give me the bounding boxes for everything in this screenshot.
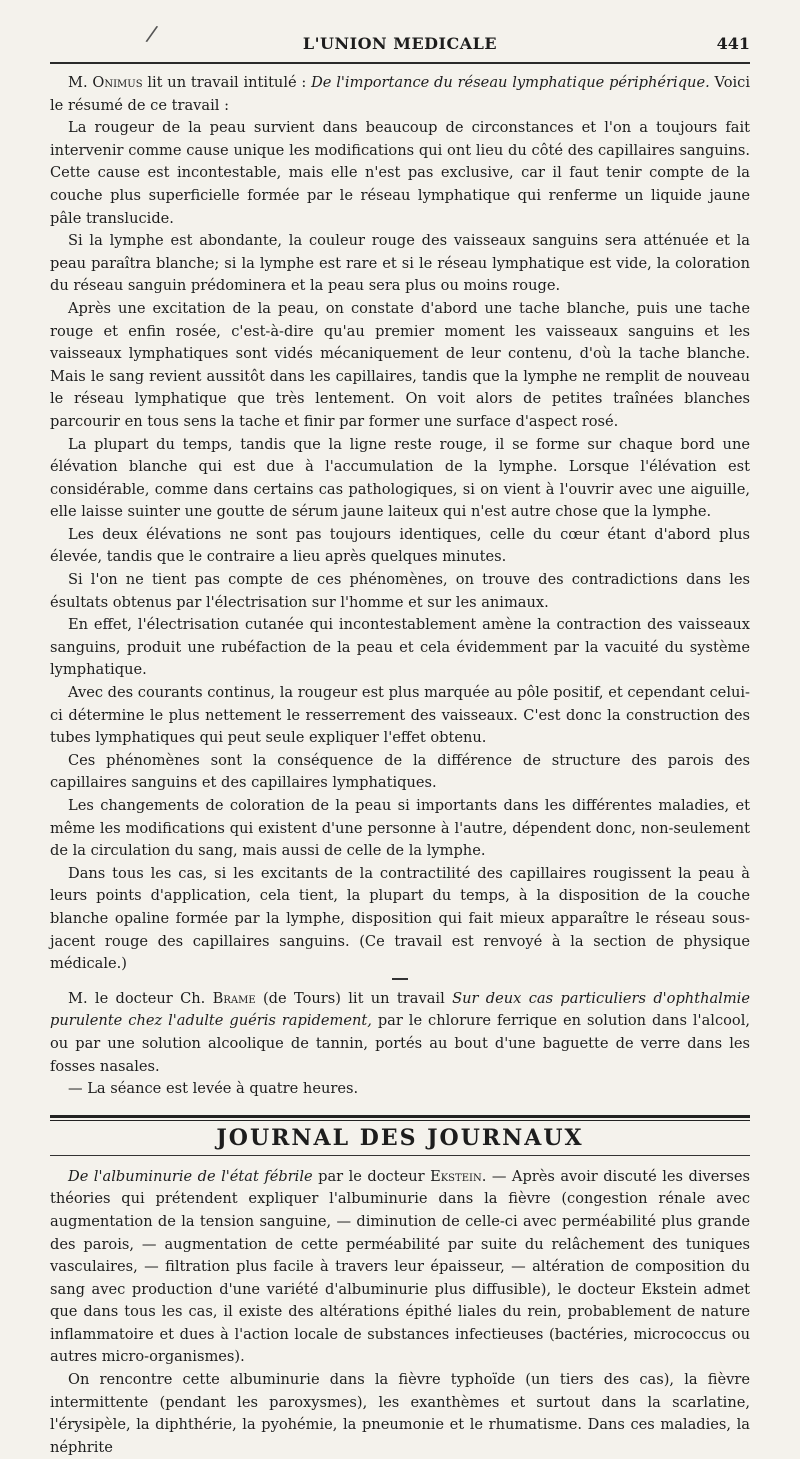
paragraph: Avec des courants continus, la rougeur est plus marquée au pôle positif, et cependant celui-ci détermine le plus nettement le resserrement des vaisseaux. C'est donc la construction des tubes lymphatiques qui peut seule expliquer l'effet obtenu. bbox=[50, 684, 750, 747]
paragraph-brame: M. le docteur Ch. Brame (de Tours) lit un travail Sur deux cas particuliers d'ophthalmie purulente chez l'adulte guéris rapidement, par le chlorure ferrique en solution dans l'alcool, ou par une solution alcoolique de tannin, portés au bout d'une baguette de verre dans les fosses nasales. bbox=[50, 989, 750, 1075]
header-rule bbox=[50, 62, 750, 64]
paragraph: La rougeur de la peau survient dans beaucoup de circonstances et l'on a toujours fait intervenir comme cause unique les modifications qui ont lieu du côté des capillaires sanguins. Cette cause est incontestable, mais elle n'est pas exclusive, car il faut tenir compte de la couche plus superficielle formée par le réseau lymphatique qui renferme un liquide jaune pâle translucide. bbox=[50, 119, 750, 227]
double-rule bbox=[50, 1115, 750, 1121]
section-divider bbox=[392, 978, 408, 980]
title-rule bbox=[50, 1155, 750, 1156]
paragraph: Les deux élévations ne sont pas toujours identiques, celle du cœur étant d'abord plus élevée, tandis que le contraire a lieu après quelques minutes. bbox=[50, 525, 750, 566]
paragraph: Après une excitation de la peau, on constate d'abord une tache blanche, puis une tache rouge et enfin rosée, c'est-à-dire qu'au premier moment les vaisseaux sanguins et les vaisseaux lymphatiques sont vidés mécaniquement de leur contenu, d'où la tache blanche. Mais le sang revient aussitôt dans les capillaires, tandis que la lymphe ne remplit de nouveau le réseau lymphatique que très lentement. On voit alors de petites traînées blanches parcourir en tous sens la tache et finir par former une surface d'aspect rosé. bbox=[50, 299, 750, 430]
paragraph-onimus: M. Onimus lit un travail intitulé : De l'importance du réseau lymphatique périphérique. Voici le résumé de ce travail : bbox=[50, 74, 751, 114]
section-title: JOURNAL DES JOURNAUX bbox=[216, 1124, 584, 1151]
paragraph: Dans tous les cas, si les excitants de la contractilité des capillaires rougissent la peau à leurs points d'application, cela tient, la plupart du temps, à la disposition de la couche blanche opaline formée par la lymphe, disposition qui fait mieux apparaître le réseau sous-jacent rouge des capillaires sanguins. (Ce travail est renvoyé à la section de physique médicale.) bbox=[50, 864, 750, 973]
paragraph-closing: — La séance est levée à quatre heures. bbox=[68, 1080, 359, 1098]
paragraph: Les changements de coloration de la peau si importants dans les différentes maladies, et même les modifications qui existent d'une personne à l'autre, dépendent donc, non-seulement de la circulation du sang, mais aussi de celle de la lymphe. bbox=[50, 797, 750, 860]
margin-pencil-mark: / bbox=[144, 21, 160, 48]
paragraph: Ces phénomènes sont la conséquence de la différence de structure des parois des capillaires sanguins et des capillaires lymphatiques. bbox=[50, 751, 750, 792]
paragraph: Si l'on ne tient pas compte de ces phénomènes, on trouve des contradictions dans les ésultats obtenus par l'électrisation sur l'homme et sur les animaux. bbox=[50, 571, 750, 611]
paragraph: La plupart du temps, tandis que la ligne reste rouge, il se forme sur chaque bord une élévation blanche qui est due à l'accumulation de la lymphe. Lorsque l'élévation est considérable, comme dans certains cas pathologiques, si on vient à l'ouvrir avec une aiguille, elle laisse suinter une goutte de sérum jaune laiteux qui n'est autre chose que la lymphe. bbox=[50, 435, 750, 521]
journal-running-title: L'UNION MEDICALE bbox=[302, 34, 498, 53]
page-number: 441 bbox=[716, 34, 750, 53]
paragraph: On rencontre cette albuminurie dans la fièvre typhoïde (un tiers des cas), la fièvre intermittente (pendant les paroxysmes), les exanthèmes et surtout dans la scarlatine, l'érysipèle, la diphthérie, la pyohémie, la pneumonie et le rhumatisme. Dans ces maladies, la néphrite bbox=[50, 1371, 750, 1456]
running-header bbox=[50, 22, 750, 58]
paragraph: Si la lymphe est abondante, la couleur rouge des vaisseaux sanguins sera atténuée et la peau paraîtra blanche; si la lymphe est rare et si le réseau lymphatique est vide, la coloration du réseau sanguin prédominera et la peau sera plus ou moins rouge. bbox=[50, 232, 750, 295]
page bbox=[50, 22, 750, 1459]
paragraph-ekstein: De l'albuminurie de l'état fébrile par le docteur Ekstein. — Après avoir discuté les diverses théories qui prétendent expliquer l'albuminurie dans la fièvre (congestion rénale avec augmentation de la tension sanguine, — diminution de celle-ci avec perméabilité plus grande des parois, — augmentation de cette perméabilité par suite du relâchement des tuniques vasculaires, — filtration plus facile à travers leur épaisseur, — altération de composition du sang avec production d'une variété d'albuminurie plus diffusible), le docteur Ekstein admet que dans tous les cas, il existe des altérations épithé liales du rein, probablement de nature inflammatoire et dues à l'action locale de substances infectieuses (bactéries, micrococcus ou autres micro-organismes). bbox=[50, 1167, 750, 1366]
paragraph: En effet, l'électrisation cutanée qui incontestablement amène la contraction des vaisseaux sanguins, produit une rubéfaction de la peau et cela évidemment par la vacuité du système lymphatique. bbox=[50, 616, 750, 679]
